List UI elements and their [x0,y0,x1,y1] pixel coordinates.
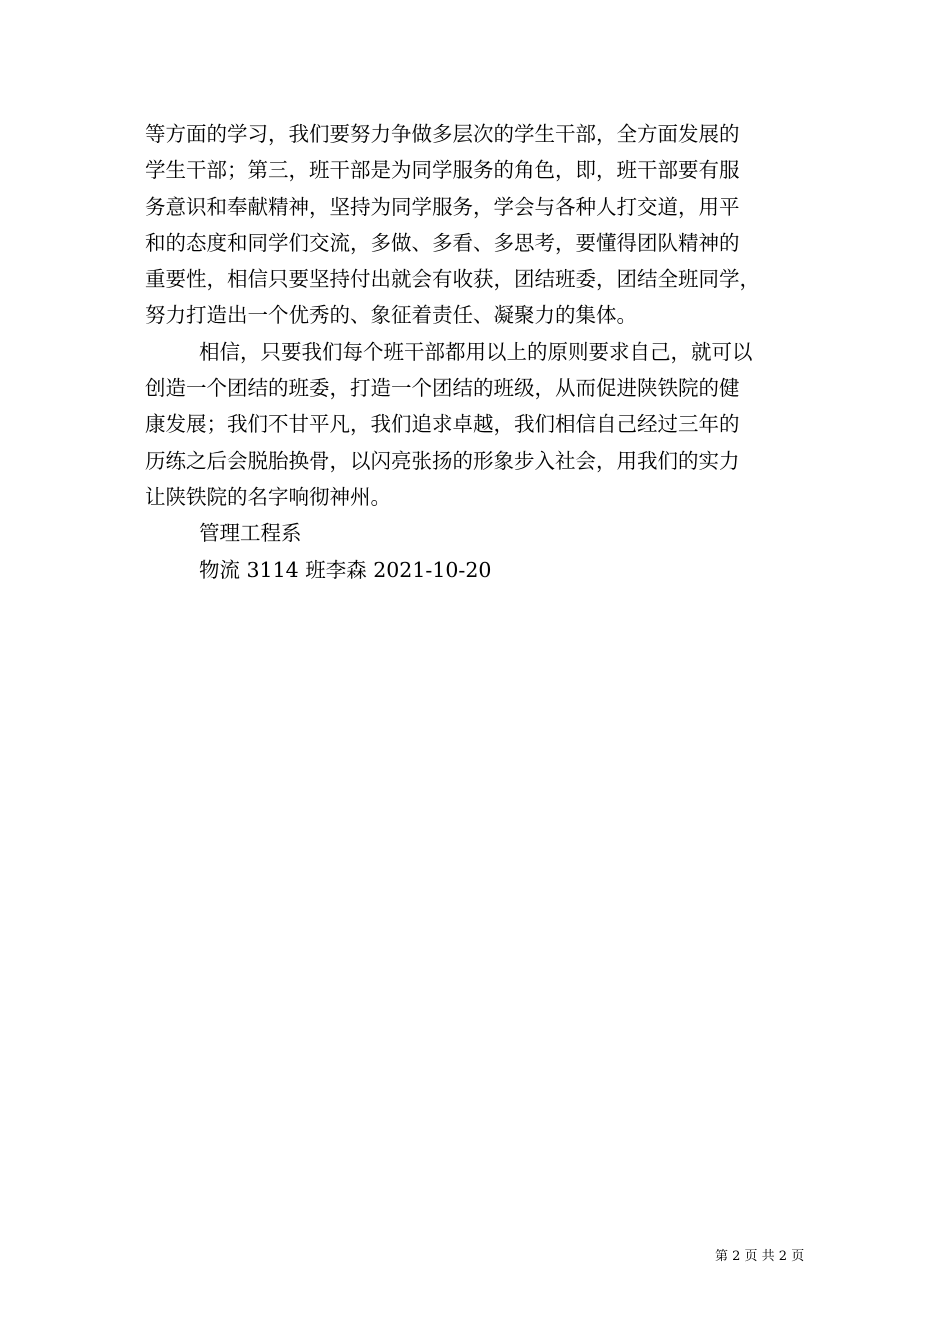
text-line: 和的态度和同学们交流，多做、多看、多思考，要懂得团队精神的 [145,230,740,255]
signature-department: 管理工程系 [199,521,302,546]
text-line: 学生干部；第三，班干部是为同学服务的角色，即，班干部要有服 [145,158,740,183]
document-body [145,116,825,588]
text-line: 务意识和奉献精神，坚持为同学服务，学会与各种人打交道，用平 [145,194,740,219]
paragraph-2 [145,334,825,515]
text-line: 相信，只要我们每个班干部都用以上的原则要求自己，就可以 [199,339,753,364]
text-line: 等方面的学习，我们要努力争做多层次的学生干部，全方面发展的 [145,122,740,146]
text-line: 历练之后会脱胎换骨，以闪亮张扬的形象步入社会，用我们的实力 [145,448,740,473]
text-line: 让陕铁院的名字响彻神州。 [145,484,391,509]
signature-author-date: 物流 3114 班李森 2021-10-20 [199,557,492,582]
text-line: 康发展；我们不甘平凡，我们追求卓越，我们相信自己经过三年的 [145,412,740,437]
signature-block [145,515,825,588]
text-line: 努力打造出一个优秀的、象征着责任、凝聚力的集体。 [145,303,637,328]
text-line: 重要性，相信只要坚持付出就会有收获，团结班委，团结全班同学， [145,267,760,292]
paragraph-1 [145,116,825,334]
page-number: 第 2 页 共 2 页 [715,1249,805,1264]
text-line: 创造一个团结的班委，打造一个团结的班级，从而促进陕铁院的健 [145,376,740,401]
